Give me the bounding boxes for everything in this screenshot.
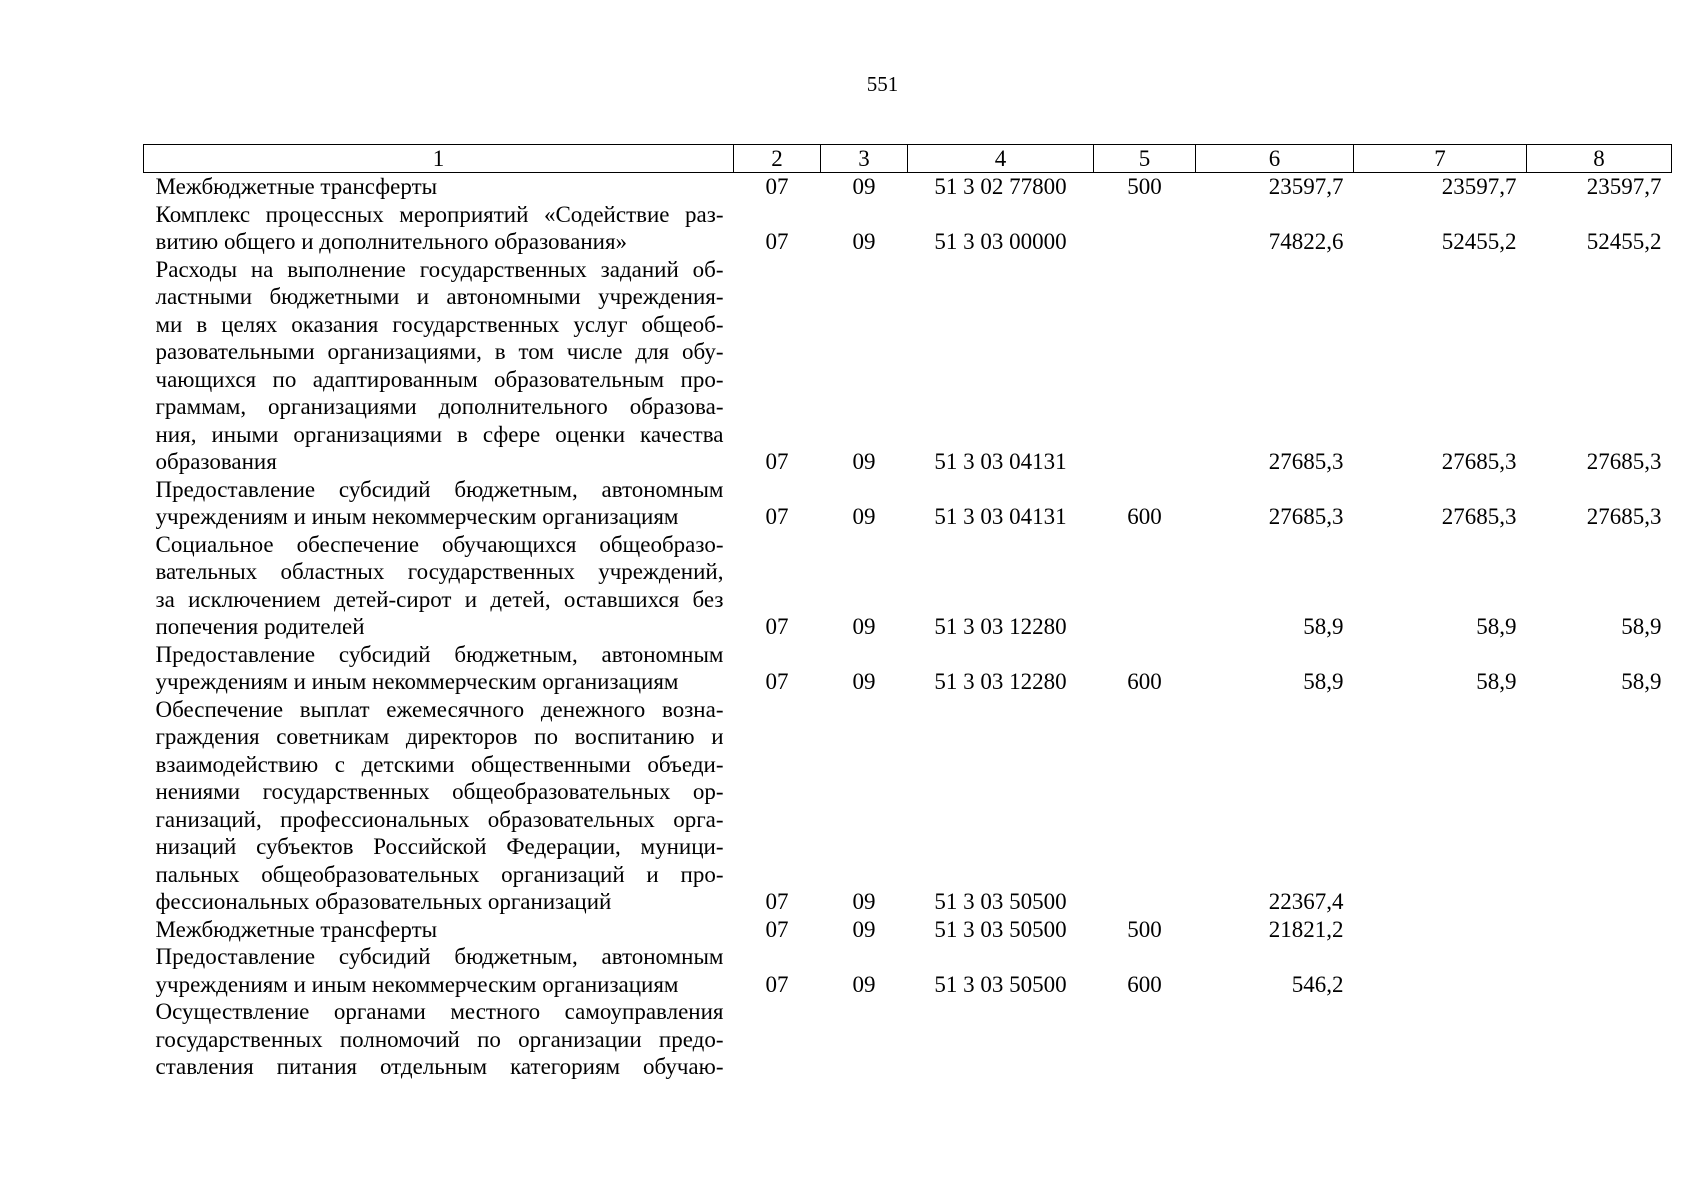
row-name: [144, 916, 734, 944]
row-name-line: Предоставление субсидий бюджетным, автономным: [155, 944, 724, 969]
row-name-line: чающихся по адаптированным образовательным про-: [155, 366, 724, 392]
row-subsection-code: 09: [852, 889, 876, 914]
row-expense-type: 600: [1127, 504, 1162, 529]
header-col-5: 5: [1094, 145, 1196, 173]
row-name-line: ми в целях оказания государственных услуг общеоб-: [155, 311, 724, 337]
row-subsection-code: 09: [852, 174, 876, 199]
row-subsection-code: 09: [852, 504, 876, 529]
row-amount-col6: 546,2: [1291, 971, 1344, 997]
row-amount-col8: [1527, 943, 1672, 998]
row-amount-col8: 58,9: [1621, 669, 1662, 694]
row-target-code: 51 3 03 04131: [934, 504, 1067, 529]
row-expense-type: 600: [1127, 971, 1162, 997]
row-amount-col7: 52455,2: [1441, 229, 1517, 254]
row-name-line: учреждениям и иным некоммерческим организациям: [155, 971, 679, 997]
row-name: [144, 641, 734, 696]
page-number: 551: [866, 72, 899, 96]
header-col-3: 3: [821, 145, 908, 173]
table-header: [144, 145, 1672, 173]
row-name-line: Социальное обеспечение обучающихся общеобразо-: [155, 531, 724, 557]
row-name-line: ния, иными организациями в сфере оценки качества: [155, 421, 724, 447]
row-expense-type: 600: [1127, 669, 1162, 694]
row-name-line: ластными бюджетными и автономными учреждения-: [155, 284, 724, 309]
row-amount-col6: 74822,6: [1268, 229, 1344, 254]
row-section-code: 07: [765, 449, 789, 474]
row-expense-type: [1094, 696, 1196, 916]
budget-table: [143, 144, 1672, 1081]
row-name-line: государственных полномочий по организации предо-: [155, 1026, 724, 1052]
row-name-line: ставления питания отдельным категориям обучаю-: [155, 1054, 724, 1079]
row-amount-col6: 22367,4: [1268, 889, 1344, 914]
header-col-1: 1: [144, 145, 734, 173]
row-section-code: 07: [765, 504, 789, 529]
row-name-line: ганизаций, профессиональных образовательных орга-: [155, 806, 724, 832]
row-amount-col7: [1354, 998, 1527, 1081]
row-section-code: 07: [765, 174, 789, 199]
row-amount-col6: 27685,3: [1268, 449, 1344, 474]
row-expense-type: [1094, 531, 1196, 641]
row-name: [144, 998, 734, 1081]
header-col-7: 7: [1354, 145, 1527, 173]
row-name-line: учреждениям и иным некоммерческим организациям: [155, 504, 679, 529]
row-amount-col7: 27685,3: [1441, 504, 1517, 529]
table-row: [144, 696, 1672, 916]
row-name-line: Обеспечение выплат ежемесячного денежного возна-: [155, 696, 724, 722]
row-name-line: образования: [155, 449, 277, 474]
row-amount-col6: [1196, 998, 1354, 1081]
row-name: [144, 201, 734, 256]
row-amount-col6: 58,9: [1303, 669, 1344, 694]
header-row: [144, 145, 1672, 173]
row-name: [144, 943, 734, 998]
row-name-line: Предоставление субсидий бюджетным, автономным: [155, 641, 724, 667]
row-name-line: учреждениям и иным некоммерческим организациям: [155, 669, 679, 694]
row-amount-col6: 27685,3: [1268, 504, 1344, 529]
row-name-line: Межбюджетные трансферты: [155, 174, 438, 199]
row-amount-col8: 27685,3: [1586, 504, 1662, 529]
row-section-code: 07: [765, 971, 789, 997]
row-target-code: 51 3 03 00000: [934, 229, 1067, 254]
row-name: [144, 476, 734, 531]
row-expense-type: [1094, 256, 1196, 476]
row-section-code: 07: [765, 916, 789, 942]
row-section-code: 07: [765, 889, 789, 914]
row-target-code: [908, 998, 1094, 1081]
row-target-code: 51 3 03 50500: [934, 971, 1067, 997]
row-target-code: 51 3 03 12280: [934, 669, 1067, 694]
row-amount-col7: 58,9: [1476, 669, 1517, 694]
table-row: [144, 998, 1672, 1081]
row-target-code: 51 3 03 50500: [934, 916, 1067, 942]
table-row: [144, 943, 1672, 998]
table-row: [144, 476, 1672, 531]
table-row: [144, 256, 1672, 476]
row-name-line: попечения родителей: [155, 614, 365, 639]
row-subsection-code: 09: [852, 449, 876, 474]
row-section-code: 07: [765, 614, 789, 639]
row-subsection-code: 09: [852, 971, 876, 997]
row-expense-type: [1094, 998, 1196, 1081]
row-amount-col8: 27685,3: [1586, 449, 1662, 474]
row-amount-col7: 27685,3: [1441, 449, 1517, 474]
row-name-line: Предоставление субсидий бюджетным, автономным: [155, 476, 724, 502]
row-name-line: нениями государственных общеобразовательных ор-: [155, 779, 724, 804]
row-name-line: граммам, организациями дополнительного образова-: [155, 394, 724, 419]
row-name-line: пальных общеобразовательных организаций и про-: [155, 861, 724, 887]
table-row: [144, 641, 1672, 696]
row-amount-col8: 52455,2: [1586, 229, 1662, 254]
header-col-4: 4: [908, 145, 1094, 173]
row-expense-type: 500: [1127, 174, 1162, 199]
row-section-code: 07: [765, 669, 789, 694]
row-amount-col7: [1354, 943, 1527, 998]
row-name-line: фессиональных образовательных организаций: [155, 889, 612, 914]
row-amount-col7: [1354, 916, 1527, 944]
row-name-line: граждения советникам директоров по воспитанию и: [155, 724, 724, 749]
row-name-line: Межбюджетные трансферты: [155, 916, 438, 942]
row-name-line: Комплекс процессных мероприятий «Содействие раз-: [155, 201, 724, 227]
table-row: [144, 531, 1672, 641]
row-section-code: 07: [765, 229, 789, 254]
row-amount-col7: [1354, 696, 1527, 916]
row-target-code: 51 3 02 77800: [934, 174, 1067, 199]
row-subsection-code: [821, 998, 908, 1081]
row-target-code: 51 3 03 50500: [934, 889, 1067, 914]
row-amount-col6: 21821,2: [1268, 916, 1344, 942]
header-col-6: 6: [1196, 145, 1354, 173]
row-amount-col7: 23597,7: [1441, 174, 1517, 199]
row-name-line: вательных областных государственных учреждений,: [155, 559, 724, 584]
row-amount-col8: [1527, 998, 1672, 1081]
row-name-line: низаций субъектов Российской Федерации, муници-: [155, 834, 724, 859]
table-row: [144, 916, 1672, 944]
row-subsection-code: 09: [852, 614, 876, 639]
row-expense-type: 500: [1127, 916, 1162, 942]
header-col-8: 8: [1527, 145, 1672, 173]
row-name-line: разовательными организациями, в том числе для обу-: [155, 339, 724, 364]
row-subsection-code: 09: [852, 229, 876, 254]
row-amount-col7: 58,9: [1476, 614, 1517, 639]
row-name-line: взаимодействию с детскими общественными объеди-: [155, 751, 724, 777]
row-amount-col8: 58,9: [1621, 614, 1662, 639]
table-body: [144, 173, 1672, 1081]
row-subsection-code: 09: [852, 916, 876, 942]
table-row: [144, 201, 1672, 256]
row-subsection-code: 09: [852, 669, 876, 694]
row-name-line: за исключением детей-сирот и детей, оставшихся без: [155, 586, 724, 612]
row-name: [144, 173, 734, 201]
row-amount-col8: [1527, 696, 1672, 916]
row-amount-col8: [1527, 916, 1672, 944]
row-name-line: витию общего и дополнительного образования»: [155, 229, 628, 254]
row-expense-type: [1094, 201, 1196, 256]
row-target-code: 51 3 03 04131: [934, 449, 1067, 474]
row-name-line: Осуществление органами местного самоуправления: [155, 999, 724, 1024]
row-target-code: 51 3 03 12280: [934, 614, 1067, 639]
header-col-2: 2: [734, 145, 821, 173]
row-name: [144, 696, 734, 916]
row-name-line: Расходы на выполнение государственных заданий об-: [155, 256, 724, 282]
row-amount-col8: 23597,7: [1586, 174, 1662, 199]
row-amount-col6: 58,9: [1303, 614, 1344, 639]
table-row: [144, 173, 1672, 201]
row-amount-col6: 23597,7: [1268, 174, 1344, 199]
row-section-code: [734, 998, 821, 1081]
row-name: [144, 531, 734, 641]
row-name: [144, 256, 734, 476]
